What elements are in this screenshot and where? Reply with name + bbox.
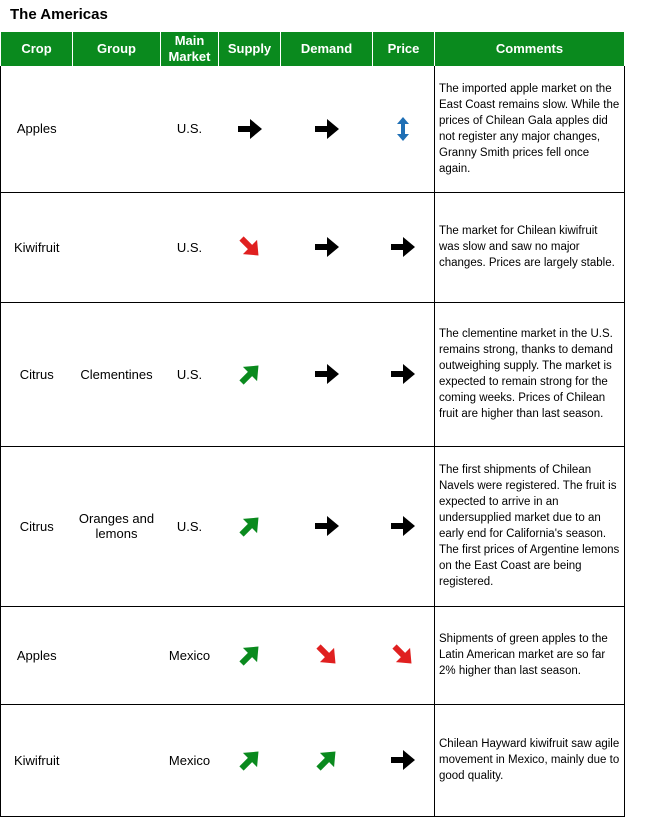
demand-trend-cell: [281, 192, 373, 302]
supply-trend-cell: [219, 66, 281, 192]
header-demand: Demand: [281, 32, 373, 66]
market-cell: Mexico: [161, 704, 219, 816]
arrow-down-right-icon: [373, 640, 435, 670]
header-group: Group: [73, 32, 161, 66]
header-market: Main Market: [161, 32, 219, 66]
group-cell: Oranges and lemons: [73, 446, 161, 606]
price-trend-cell: [373, 302, 435, 446]
crop-cell: Kiwifruit: [1, 192, 73, 302]
table-row: [1, 704, 625, 816]
market-cell: U.S.: [161, 66, 219, 192]
header-row: [1, 32, 625, 66]
comment-cell: The imported apple market on the East Coast remains slow. While the prices of Chilean Gala apples did not register any major changes, Granny Smith prices fell once again.: [435, 66, 625, 192]
comment-cell: The market for Chilean kiwifruit was slow and saw no major changes. Prices are largely stable.: [435, 192, 625, 302]
table-row: [1, 66, 625, 192]
arrow-right-icon: [373, 745, 435, 775]
arrow-up-right-icon: [219, 640, 281, 670]
price-trend-cell: [373, 66, 435, 192]
table-row: [1, 192, 625, 302]
demand-trend-cell: [281, 66, 373, 192]
price-trend-cell: [373, 446, 435, 606]
market-cell: Mexico: [161, 606, 219, 704]
arrow-right-icon: [281, 114, 373, 144]
market-cell: U.S.: [161, 302, 219, 446]
up-down-arrow-icon: [373, 114, 435, 144]
arrow-up-right-icon: [281, 745, 373, 775]
table-row: [1, 446, 625, 606]
market-cell: U.S.: [161, 192, 219, 302]
arrow-down-right-icon: [281, 640, 373, 670]
comment-cell: Shipments of green apples to the Latin American market are so far 2% higher than last season.: [435, 606, 625, 704]
comment-cell: Chilean Hayward kiwifruit saw agile movement in Mexico, mainly due to good quality.: [435, 704, 625, 816]
group-cell: Clementines: [73, 302, 161, 446]
crop-cell: Citrus: [1, 302, 73, 446]
demand-trend-cell: [281, 446, 373, 606]
group-cell: [73, 66, 161, 192]
demand-trend-cell: [281, 606, 373, 704]
crop-cell: Kiwifruit: [1, 704, 73, 816]
supply-trend-cell: [219, 446, 281, 606]
arrow-right-icon: [281, 511, 373, 541]
arrow-right-icon: [373, 232, 435, 262]
group-cell: [73, 192, 161, 302]
comment-cell: The first shipments of Chilean Navels were registered. The fruit is expected to arrive in an undersupplied market due to an early end for California's season. The first prices of Argentine lemons on the East Coast are being registered.: [435, 446, 625, 606]
supply-trend-cell: [219, 704, 281, 816]
arrow-right-icon: [281, 232, 373, 262]
arrow-up-right-icon: [219, 511, 281, 541]
arrow-right-icon: [373, 511, 435, 541]
comment-cell: The clementine market in the U.S. remains strong, thanks to demand outweighing supply. The market is expected to remain strong for the coming weeks. Prices of Chilean fruit are higher than last season.: [435, 302, 625, 446]
price-trend-cell: [373, 704, 435, 816]
crop-cell: Citrus: [1, 446, 73, 606]
demand-trend-cell: [281, 302, 373, 446]
page-title: The Americas: [10, 6, 108, 23]
header-crop: Crop: [1, 32, 73, 66]
supply-trend-cell: [219, 302, 281, 446]
arrow-up-right-icon: [219, 359, 281, 389]
header-price: Price: [373, 32, 435, 66]
arrow-right-icon: [219, 114, 281, 144]
arrow-down-right-icon: [219, 232, 281, 262]
demand-trend-cell: [281, 704, 373, 816]
group-cell: [73, 606, 161, 704]
arrow-right-icon: [373, 359, 435, 389]
arrow-up-right-icon: [219, 745, 281, 775]
header-comments: Comments: [435, 32, 625, 66]
arrow-right-icon: [281, 359, 373, 389]
table-row: [1, 606, 625, 704]
price-trend-cell: [373, 192, 435, 302]
group-cell: [73, 704, 161, 816]
crop-cell: Apples: [1, 606, 73, 704]
crop-cell: Apples: [1, 66, 73, 192]
market-cell: U.S.: [161, 446, 219, 606]
price-trend-cell: [373, 606, 435, 704]
market-table: [0, 32, 625, 817]
header-supply: Supply: [219, 32, 281, 66]
supply-trend-cell: [219, 606, 281, 704]
supply-trend-cell: [219, 192, 281, 302]
table-row: [1, 302, 625, 446]
